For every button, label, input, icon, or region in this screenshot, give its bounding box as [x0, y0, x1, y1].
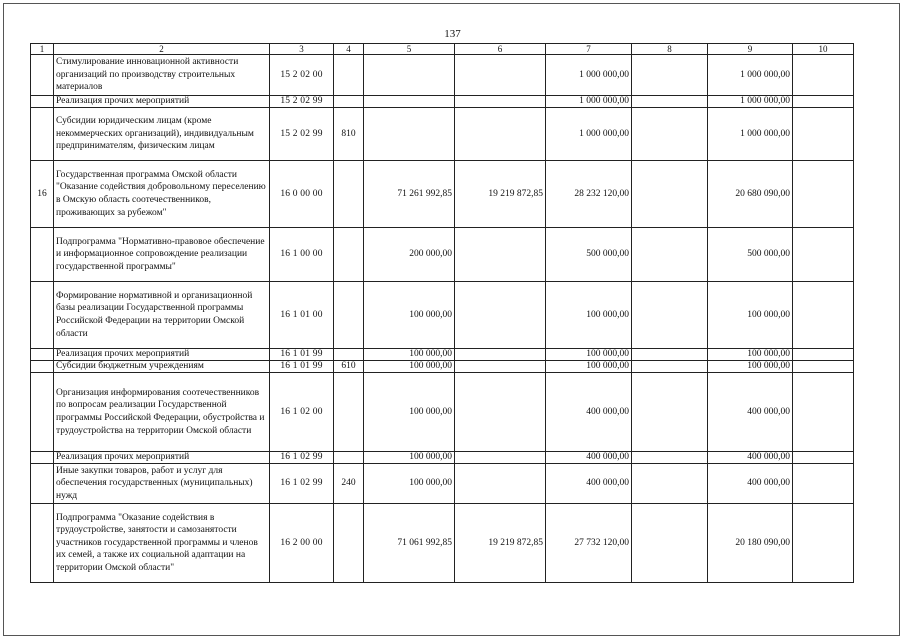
code-cell: 16 1 01 99	[270, 361, 334, 373]
amount-cell	[455, 282, 546, 349]
amount-cell	[632, 55, 708, 96]
amount-cell: 71 061 992,85	[364, 504, 455, 583]
amount-cell: 200 000,00	[364, 228, 455, 282]
expense-type-cell	[334, 373, 364, 452]
table-row	[31, 504, 854, 583]
amount-cell: 500 000,00	[546, 228, 632, 282]
row-name-cell: Реализация прочих мероприятий	[54, 96, 270, 108]
amount-cell	[364, 55, 455, 96]
amount-cell	[632, 282, 708, 349]
amount-cell: 100 000,00	[546, 282, 632, 349]
amount-cell	[364, 108, 455, 161]
amount-cell: 19 219 872,85	[455, 161, 546, 228]
header-cell: 6	[455, 44, 546, 55]
header-cell: 3	[270, 44, 334, 55]
header-cell: 9	[708, 44, 793, 55]
header-cell: 10	[793, 44, 854, 55]
expense-type-cell	[334, 349, 364, 361]
amount-cell: 1 000 000,00	[546, 108, 632, 161]
header-cell: 1	[31, 44, 54, 55]
page-number: 137	[444, 28, 461, 40]
amount-cell: 100 000,00	[364, 282, 455, 349]
code-cell: 16 1 01 00	[270, 282, 334, 349]
amount-cell	[455, 361, 546, 373]
row-name-cell: Государственная программа Омской области "Оказание содействия добровольному переселению в Омскую область соотечественников, проживающих за рубежом"	[54, 161, 270, 228]
row-number-cell	[31, 96, 54, 108]
amount-cell	[455, 96, 546, 108]
amount-cell	[793, 464, 854, 504]
expense-type-cell	[334, 452, 364, 464]
amount-cell: 100 000,00	[364, 452, 455, 464]
amount-cell: 100 000,00	[708, 349, 793, 361]
amount-cell	[632, 108, 708, 161]
amount-cell: 100 000,00	[708, 361, 793, 373]
amount-cell	[455, 108, 546, 161]
table-row	[31, 361, 854, 373]
expense-type-cell	[334, 161, 364, 228]
amount-cell: 400 000,00	[546, 452, 632, 464]
amount-cell	[455, 55, 546, 96]
table-row	[31, 373, 854, 452]
row-number-cell	[31, 282, 54, 349]
amount-cell	[793, 452, 854, 464]
expense-type-cell	[334, 96, 364, 108]
amount-cell	[793, 282, 854, 349]
amount-cell: 1 000 000,00	[708, 108, 793, 161]
amount-cell: 28 232 120,00	[546, 161, 632, 228]
amount-cell	[793, 55, 854, 96]
amount-cell	[793, 349, 854, 361]
code-cell: 15 2 02 00	[270, 55, 334, 96]
row-name-cell: Подпрограмма "Нормативно-правовое обеспечение и информационное сопровождение реализации государственной программы"	[54, 228, 270, 282]
amount-cell: 500 000,00	[708, 228, 793, 282]
amount-cell: 100 000,00	[364, 361, 455, 373]
row-name-cell: Субсидии юридическим лицам (кроме некоммерческих организаций), индивидуальным предпринимателям, физическим лицам	[54, 108, 270, 161]
row-number-cell: 16	[31, 161, 54, 228]
amount-cell: 400 000,00	[546, 464, 632, 504]
table-row	[31, 452, 854, 464]
code-cell: 16 1 01 99	[270, 349, 334, 361]
amount-cell: 19 219 872,85	[455, 504, 546, 583]
code-cell: 16 1 02 99	[270, 452, 334, 464]
row-number-cell	[31, 452, 54, 464]
amount-cell: 1 000 000,00	[708, 55, 793, 96]
expense-type-cell: 240	[334, 464, 364, 504]
row-name-cell: Формирование нормативной и организационной базы реализации Государственной программы Российской Федерации на территории Омской области	[54, 282, 270, 349]
header-cell: 7	[546, 44, 632, 55]
row-number-cell	[31, 373, 54, 452]
expense-type-cell: 610	[334, 361, 364, 373]
row-number-cell	[31, 361, 54, 373]
header-cell: 8	[632, 44, 708, 55]
amount-cell	[455, 349, 546, 361]
budget-table	[30, 43, 854, 583]
amount-cell: 400 000,00	[708, 373, 793, 452]
expense-type-cell	[334, 228, 364, 282]
amount-cell	[632, 161, 708, 228]
amount-cell: 100 000,00	[364, 373, 455, 452]
table-row	[31, 108, 854, 161]
amount-cell	[632, 464, 708, 504]
amount-cell: 1 000 000,00	[546, 96, 632, 108]
expense-type-cell	[334, 504, 364, 583]
amount-cell: 100 000,00	[546, 361, 632, 373]
table-row	[31, 96, 854, 108]
amount-cell	[455, 373, 546, 452]
row-number-cell	[31, 108, 54, 161]
amount-cell	[632, 504, 708, 583]
amount-cell	[793, 108, 854, 161]
row-number-cell	[31, 349, 54, 361]
code-cell: 15 2 02 99	[270, 108, 334, 161]
amount-cell	[455, 464, 546, 504]
row-number-cell	[31, 55, 54, 96]
amount-cell: 400 000,00	[708, 452, 793, 464]
amount-cell	[793, 228, 854, 282]
amount-cell	[364, 96, 455, 108]
amount-cell	[455, 452, 546, 464]
table-row	[31, 282, 854, 349]
amount-cell	[793, 361, 854, 373]
amount-cell: 400 000,00	[708, 464, 793, 504]
amount-cell	[455, 228, 546, 282]
row-name-cell: Стимулирование инновационной активности организаций по производству строительных материалов	[54, 55, 270, 96]
code-cell: 16 1 00 00	[270, 228, 334, 282]
row-name-cell: Субсидии бюджетным учреждениям	[54, 361, 270, 373]
amount-cell	[632, 96, 708, 108]
expense-type-cell	[334, 55, 364, 96]
expense-type-cell: 810	[334, 108, 364, 161]
row-name-cell: Иные закупки товаров, работ и услуг для обеспечения государственных (муниципальных) нужд	[54, 464, 270, 504]
amount-cell: 100 000,00	[546, 349, 632, 361]
amount-cell: 20 680 090,00	[708, 161, 793, 228]
amount-cell: 100 000,00	[364, 464, 455, 504]
row-name-cell: Реализация прочих мероприятий	[54, 349, 270, 361]
header-row	[31, 44, 854, 55]
row-number-cell	[31, 228, 54, 282]
row-name-cell: Реализация прочих мероприятий	[54, 452, 270, 464]
code-cell: 16 1 02 99	[270, 464, 334, 504]
amount-cell	[793, 373, 854, 452]
amount-cell: 1 000 000,00	[708, 96, 793, 108]
row-number-cell	[31, 504, 54, 583]
amount-cell	[632, 349, 708, 361]
amount-cell	[632, 452, 708, 464]
table-row	[31, 228, 854, 282]
amount-cell	[793, 96, 854, 108]
header-cell: 4	[334, 44, 364, 55]
amount-cell	[632, 361, 708, 373]
row-name-cell: Организация информирования соотечественников по вопросам реализации Государственной программы Российской Федерации, обустройства и трудоустройства на территории Омской области	[54, 373, 270, 452]
code-cell: 16 2 00 00	[270, 504, 334, 583]
table-row	[31, 464, 854, 504]
amount-cell	[793, 504, 854, 583]
table-row	[31, 349, 854, 361]
amount-cell: 27 732 120,00	[546, 504, 632, 583]
table-row	[31, 161, 854, 228]
row-number-cell	[31, 464, 54, 504]
amount-cell	[632, 228, 708, 282]
expense-type-cell	[334, 282, 364, 349]
header-cell: 5	[364, 44, 455, 55]
amount-cell: 71 261 992,85	[364, 161, 455, 228]
code-cell: 16 1 02 00	[270, 373, 334, 452]
row-name-cell: Подпрограмма "Оказание содействия в трудоустройстве, занятости и самозанятости участников государственной программы и членов их семей, а также их социальной адаптации на территории Омской области"	[54, 504, 270, 583]
amount-cell	[793, 161, 854, 228]
amount-cell	[632, 373, 708, 452]
amount-cell: 20 180 090,00	[708, 504, 793, 583]
code-cell: 16 0 00 00	[270, 161, 334, 228]
amount-cell: 400 000,00	[546, 373, 632, 452]
header-cell: 2	[54, 44, 270, 55]
table-row	[31, 55, 854, 96]
amount-cell: 100 000,00	[364, 349, 455, 361]
amount-cell: 1 000 000,00	[546, 55, 632, 96]
code-cell: 15 2 02 99	[270, 96, 334, 108]
amount-cell: 100 000,00	[708, 282, 793, 349]
